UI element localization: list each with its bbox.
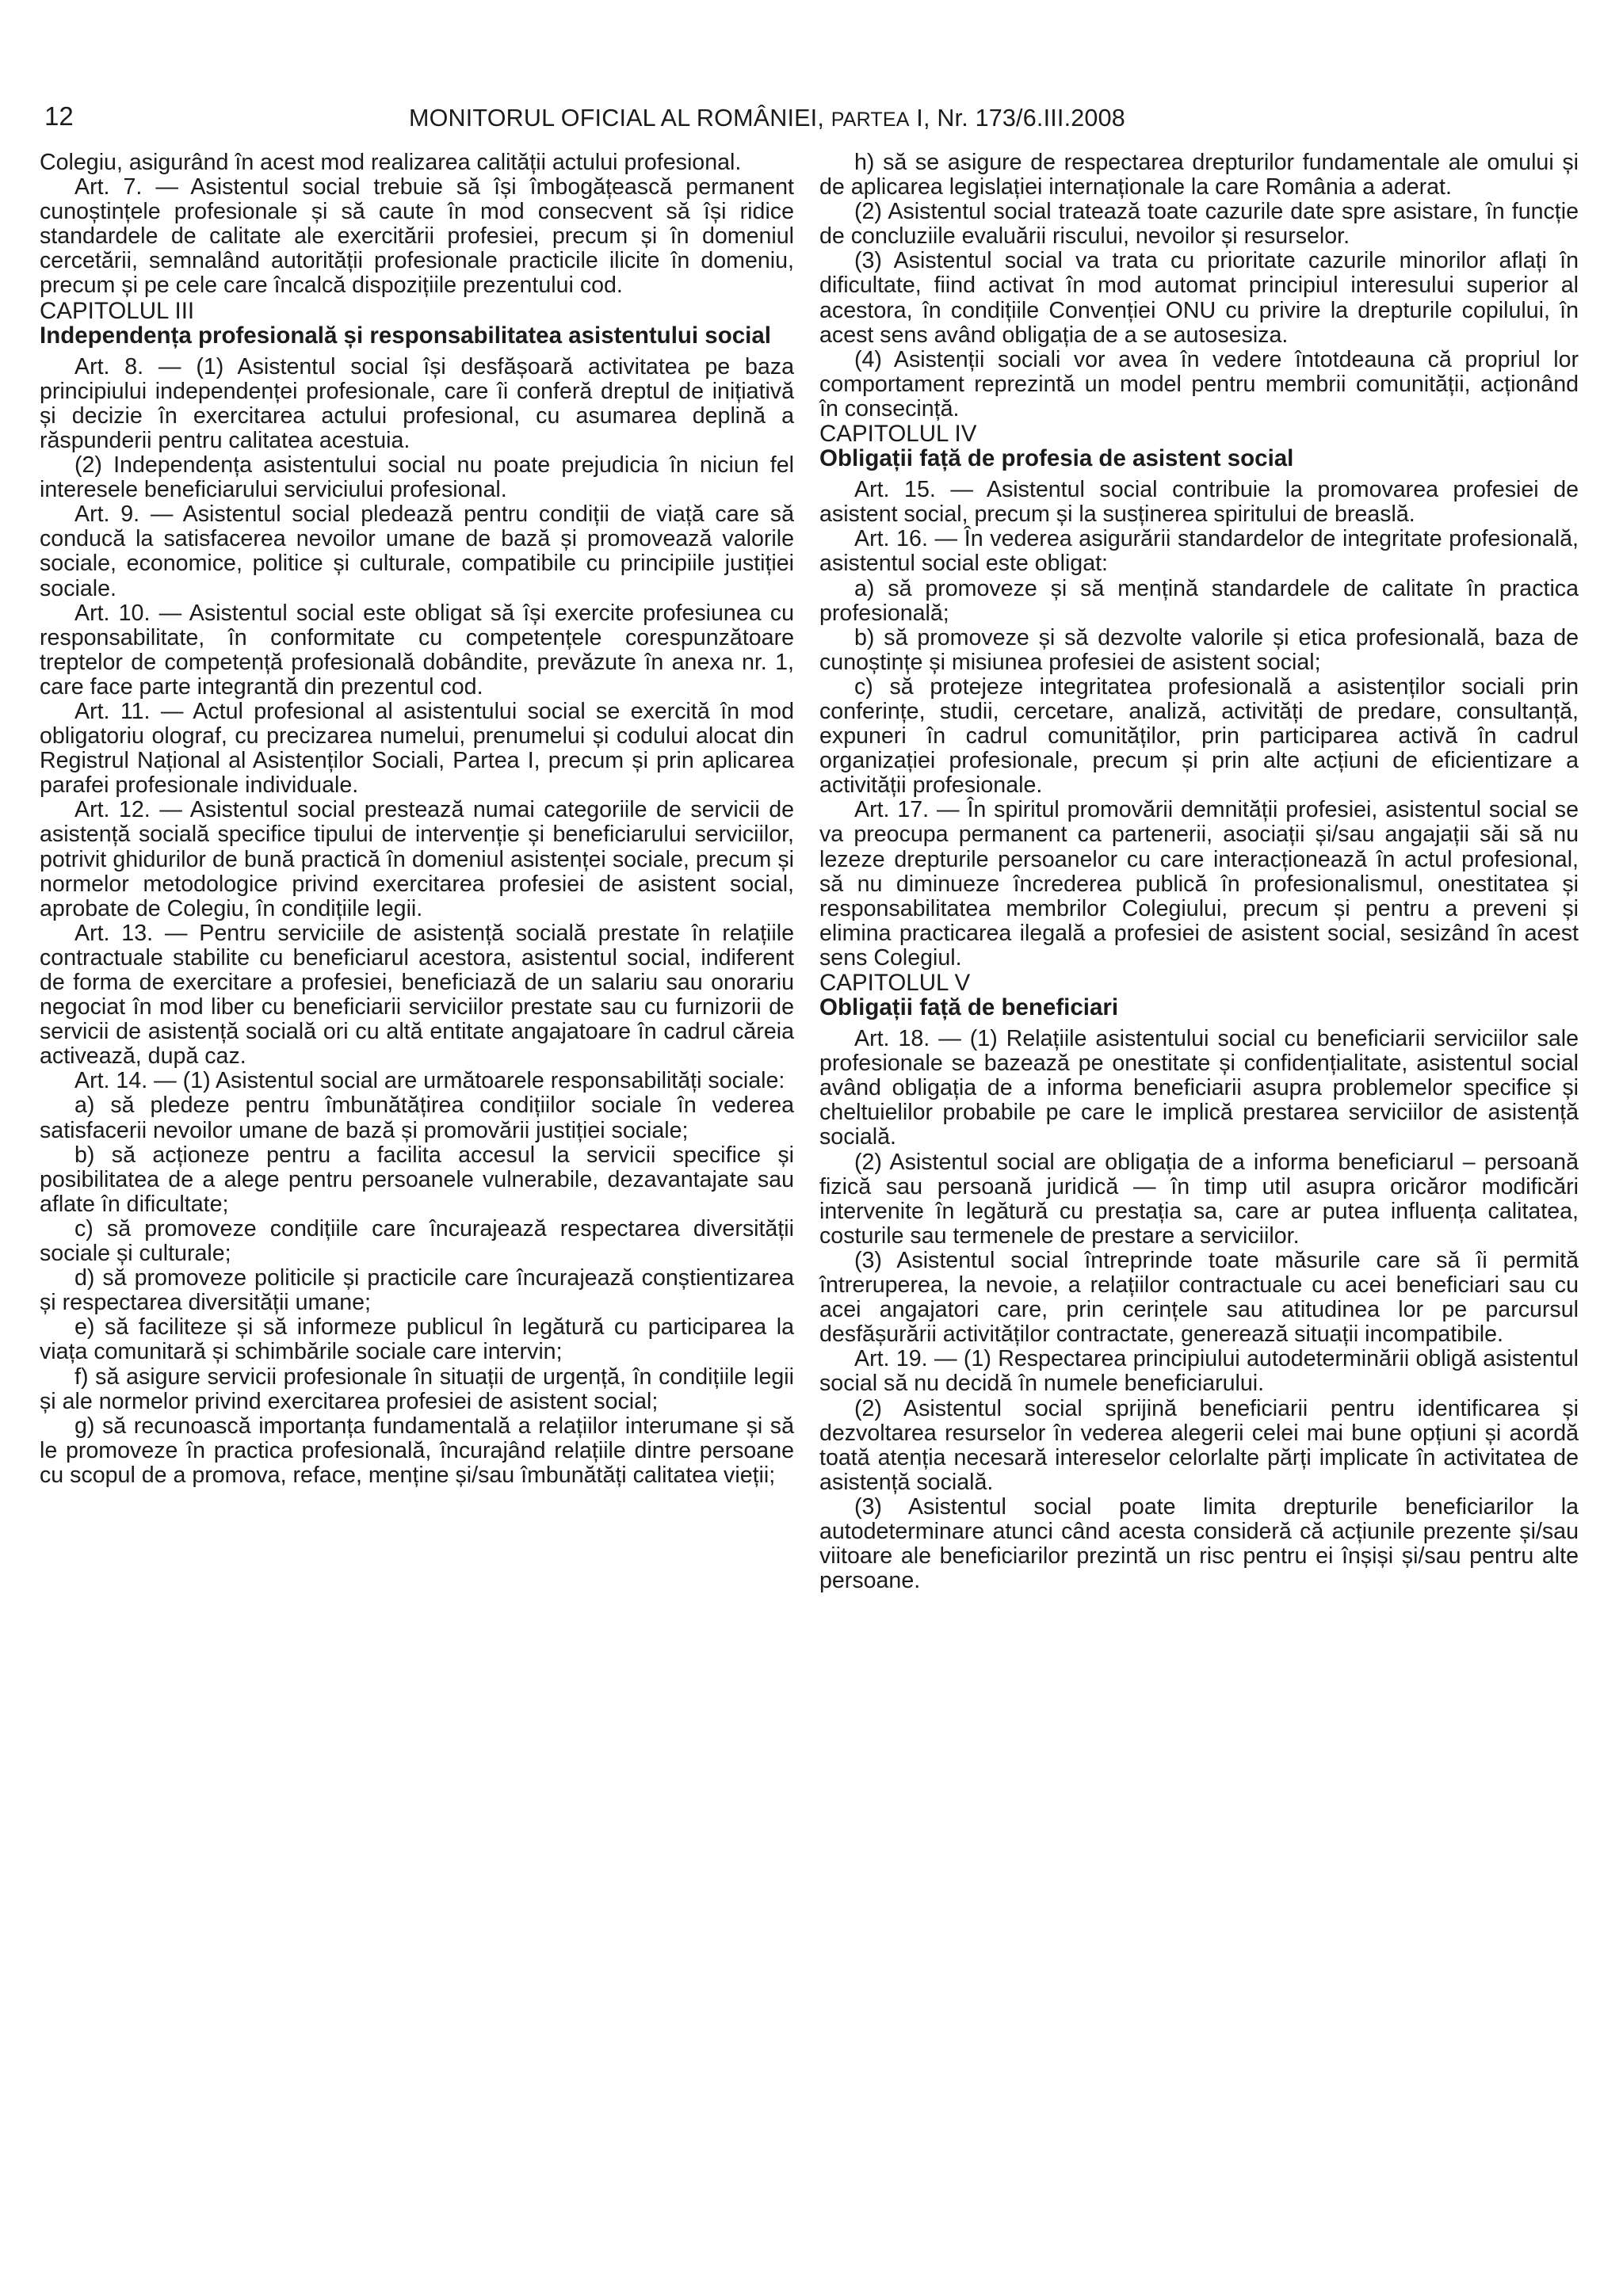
paragraph: Art. 10. — Asistentul social este obligat să își exercite profesiunea cu responsabilitate, în conformitate cu competențele corespunzătoare treptelor de competență profesională dobândite, prevăzute în anexa nr. 1, care face parte integrantă din prezentul cod. — [40, 600, 794, 700]
right-column — [819, 151, 1579, 1593]
paragraph: (2) Asistentul social are obligația de a informa beneficiarul – persoană fizică sau persoană juridică — în timp util asupra oricăror modificări intervenite în legătură cu prestația sa, care ar putea influența calitatea, costurile sau termenele de prestare a serviciilor. — [819, 1149, 1579, 1249]
title-part: PARTEA — [831, 109, 910, 131]
paragraph: c) să protejeze integritatea profesională a asistenților sociali prin conferințe, studii, cercetare, analiză, activități de predare, consultanță, expuneri în cadrul comunităților, prin participarea activă în cadrul organizației profesionale, precum și prin alte acțiuni de eficientizare a activității profesionale. — [819, 673, 1579, 799]
page-number: 12 — [44, 101, 74, 131]
paragraph: a) să promoveze și să mențină standardele de calitate în practica profesională; — [819, 575, 1579, 626]
paragraph: Art. 16. — În vederea asigurării standardelor de integritate profesională, asistentul social este obligat: — [819, 526, 1579, 577]
paragraph: Colegiu, asigurând în acest mod realizarea calității actului profesional. — [40, 150, 742, 175]
paragraph: c) să promoveze condițiile care încurajează respectarea diversității sociale și culturale; — [40, 1215, 794, 1267]
paragraph: Art. 15. — Asistentul social contribuie la promovarea profesiei de asistent social, precum și la susținerea spiritului de breaslă. — [819, 477, 1579, 528]
paragraph: Art. 19. — (1) Respectarea principiului autodeterminării obligă asistentul social să nu decidă în numele beneficiarului. — [819, 1346, 1579, 1397]
title-issue: I, Nr. 173/6.III.2008 — [909, 105, 1125, 132]
page-header — [44, 101, 1598, 139]
paragraph: Art. 13. — Pentru serviciile de asistență socială prestate în relațiile contractuale stabilite cu beneficiarul acestora, asistentul social, indiferent de forma de exercitare a profesiei, beneficiază de un salariu sau onorariu negociat în mod liber cu beneficiarii serviciilor prestate sau cu furnizorii de servicii de asistență socială ori cu altă entitate angajatoare în cadrul căreia activează, după caz. — [40, 920, 794, 1070]
paragraph: d) să promoveze politicile și practicile care încurajează conștientizarea și respectarea diversității umane; — [40, 1265, 794, 1316]
paragraph: Art. 17. — În spiritul promovării demnității profesiei, asistentul social se va preocupa permanent ca partenerii, asociații și/sau angajații săi să nu lezeze drepturile persoanelor cu care interacționează în actul profesional, să nu diminueze încrederea publică în profesionalismul, onestitatea și responsabilitatea membrilor Colegiului, precum și pentru a preveni și elimina practicarea ilegală a profesiei de asistent social, sesizând în acest sens Colegiul. — [819, 797, 1579, 971]
paragraph: (2) Asistentul social sprijină beneficiarii pentru identificarea și dezvoltarea resurselor în vederea alegerii celei mai bune opțiuni și acordă toată atenția necesară intereselor celorlalte părți implicate în activitatea de asistență socială. — [819, 1395, 1579, 1495]
paragraph: (3) Asistentul social întreprinde toate măsurile care să îi permită întreruperea, la nevoie, a relațiilor contractuale cu acei beneficiari sau cu acei angajatori care, prin cerințele sau atitudinea lor pe parcursul desfășurării activităților contractate, generează situații incompatibile. — [819, 1247, 1579, 1348]
chapter-subtitle: Obligații față de profesia de asistent social — [819, 445, 1294, 472]
chapter-subtitle: Independența profesională și responsabilitatea asistentului social — [40, 322, 771, 349]
paragraph: (3) Asistentul social poate limita drepturile beneficiarilor la autodeterminare atunci când acesta consideră că acțiunile prezente și/sau viitoare ale beneficiarilor prezintă un risc pentru ei înșiși și/sau pentru alte persoane. — [819, 1493, 1579, 1594]
paragraph: Art. 7. — Asistentul social trebuie să își îmbogățească permanent cunoștințele profesionale și să caute în mod consecvent să își ridice standardele de calitate ale exercitării profesiei, precum și în domeniul cercetării, semnalând autorității profesionale practicile ilicite în domeniu, precum și pe cele care încalcă dispozițiile prezentului cod. — [40, 174, 794, 299]
paragraph: f) să asigure servicii profesionale în situații de urgență, în condițiile legii și ale normelor privind exercitarea profesiei de asistent social; — [40, 1363, 794, 1414]
chapter-title: CAPITOLUL V — [819, 970, 971, 996]
chapter-title: CAPITOLUL III — [40, 297, 195, 324]
paragraph: h) să se asigure de respectarea drepturilor fundamentale ale omului și de aplicarea legislației internaționale la care România a aderat. — [819, 150, 1579, 200]
chapter-title: CAPITOLUL IV — [819, 421, 977, 448]
left-column — [40, 151, 794, 1488]
paragraph: (2) Independența asistentului social nu poate prejudicia în niciun fel interesele beneficiarului serviciului profesional. — [40, 452, 794, 503]
paragraph: (2) Asistentul social tratează toate cazurile date spre asistare, în funcție de concluziile evaluării riscului, nevoilor și resurselor. — [819, 199, 1579, 250]
paragraph: Art. 11. — Actul profesional al asistentului social se exercită în mod obligatoriu olograf, cu precizarea numelui, prenumelui și codului alocat din Registrul Național al Asistenților Sociali, Partea I, precum și prin aplicarea parafei profesionale individuale. — [40, 698, 794, 799]
paragraph: g) să recunoască importanța fundamentală a relațiilor interumane și să le promoveze în practica profesională, încurajând relațiile dintre persoane cu scopul de a promova, reface, menține și/sau îmbunătăți calitatea vieții; — [40, 1413, 794, 1488]
title-main: MONITORUL OFICIAL AL ROMÂNIEI, — [409, 105, 831, 132]
paragraph: (3) Asistentul social va trata cu prioritate cazurile minorilor aflați în dificultate, fiind activat în mod automat principiul interesului superior al acestora, în condițiile Convenției ONU cu privire la drepturile copilului, în acest sens având obligația de a se autosesiza. — [819, 248, 1579, 348]
chapter-subtitle: Obligații față de beneficiari — [819, 994, 1119, 1021]
paragraph: Art. 12. — Asistentul social prestează numai categoriile de servicii de asistență socială specifice tipului de intervenție și beneficiarului serviciilor, potrivit ghidurilor de bună practică în domeniul asistenței sociale, precum și normelor metodologice privind exercitarea profesiei de asistent social, aprobate de Colegiu, în condițiile legii. — [40, 797, 794, 921]
paragraph: Art. 18. — (1) Relațiile asistentului social cu beneficiarii serviciilor sale profesionale se bazează pe onestitate și confidențialitate, asistentul social având obligația de a informa beneficiarii asupra problemelor specifice și cheltuielilor probabile pe care le implică prestarea serviciilor de asistență socială. — [819, 1026, 1579, 1150]
paragraph: Art. 8. — (1) Asistentul social își desfășoară activitatea pe baza principiului independenței profesionale, care îi conferă dreptul de inițiativă și decizie în exercitarea actului profesional, cu asumarea deplină a răspunderii pentru calitatea acestuia. — [40, 353, 794, 453]
paragraph: (4) Asistenții sociali vor avea în vedere întotdeauna că propriul lor comportament reprezintă un model pentru membrii comunității, acționând în consecință. — [819, 346, 1579, 421]
paragraph: b) să promoveze și să dezvolte valorile și etica profesională, baza de cunoștințe și misiunea profesiei de asistent social; — [819, 624, 1579, 675]
paragraph: a) să pledeze pentru îmbunătățirea condițiilor sociale în vederea satisfacerii nevoilor umane de bază și promovării justiției sociale; — [40, 1093, 794, 1143]
publication-title — [409, 105, 1125, 132]
paragraph: b) să acționeze pentru a facilita accesul la servicii specifice și posibilitatea de a alege pentru persoanele vulnerabile, dezavantajate sau aflate în dificultate; — [40, 1142, 794, 1217]
paragraph: Art. 14. — (1) Asistentul social are următoarele responsabilități sociale: — [74, 1068, 785, 1094]
paragraph: e) să faciliteze și să informeze publicul în legătură cu participarea la viața comunitară și schimbările sociale care intervin; — [40, 1314, 794, 1365]
paragraph: Art. 9. — Asistentul social pledează pentru condiții de viață care să conducă la satisfacerea nevoilor umane de bază și promovează valorile sociale, economice, politice și culturale, compatibile cu principiile justiției sociale. — [40, 502, 794, 601]
